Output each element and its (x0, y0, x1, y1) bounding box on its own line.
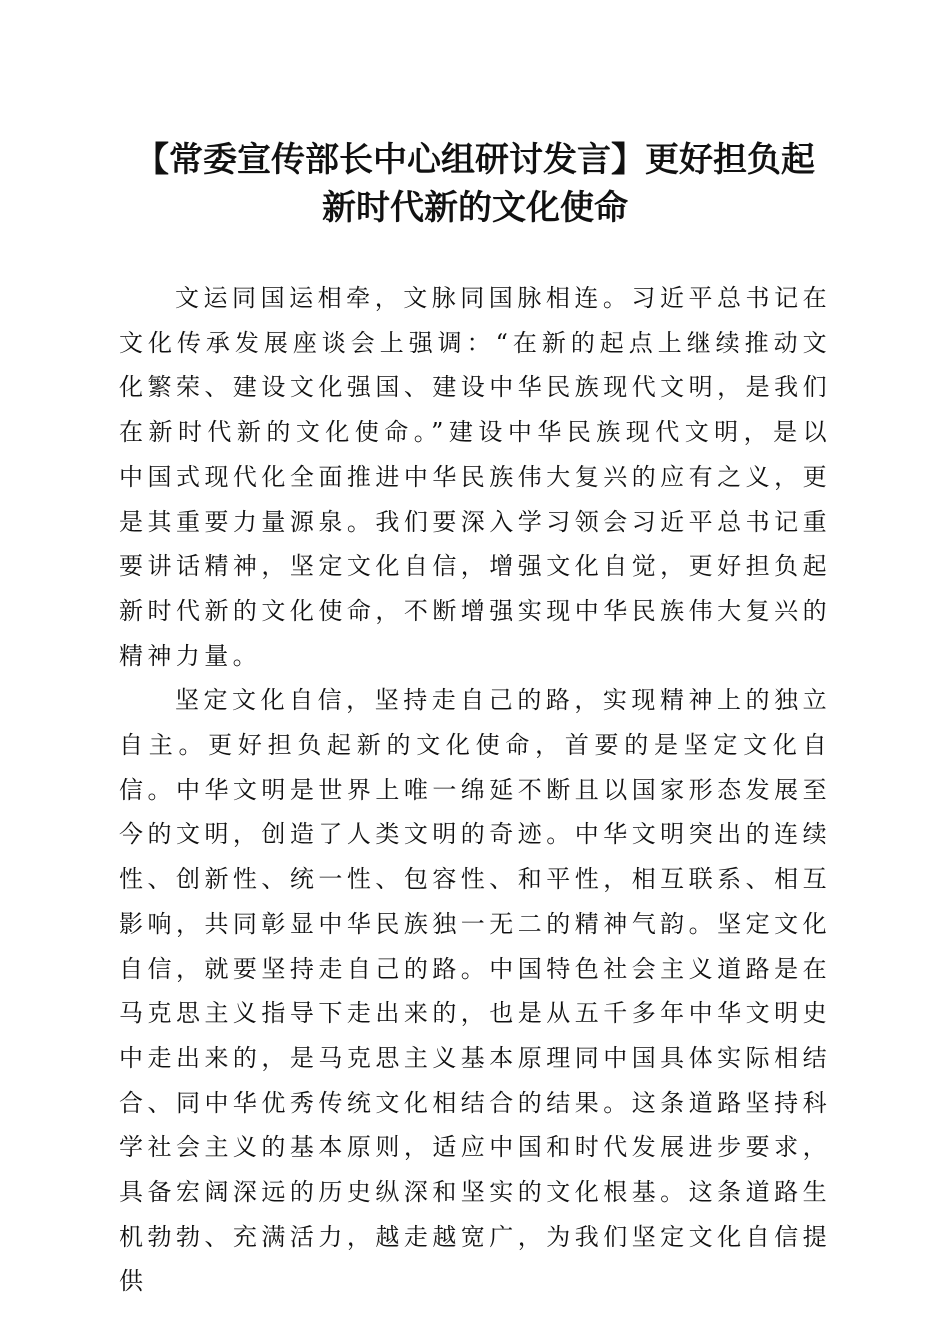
paragraph-2: 坚定文化自信，坚持走自己的路，实现精神上的独立自主。更好担负起新的文化使命，首要的是坚定文化自信。中华文明是世界上唯一绵延不断且以国家形态发展至今的文明，创造了人类文明的奇迹。中华文明突出的连续性、创新性、统一性、包容性、和平性，相互联系、相互影响，共同彰显中华民族独一无二的精神气韵。坚定文化自信，就要坚持走自己的路。中国特色社会主义道路是在马克思主义指导下走出来的，也是从五千多年中华文明史中走出来的，是马克思主义基本原理同中国具体实际相结合、同中华优秀传统文化相结合的结果。这条道路坚持科学社会主义的基本原则，适应中国和时代发展进步要求，具备宏阔深远的历史纵深和坚实的文化根基。这条道路生机勃勃、充满活力，越走越宽广，为我们坚定文化自信提供 (119, 686, 831, 1296)
paragraph-1: 文运同国运相牵，文脉同国脉相连。习近平总书记在文化传承发展座谈会上强调：“在新的起点上继续推动文化繁荣、建设文化强国、建设中华民族现代文明，是我们在新时代新的文化使命。”建设中华民族现代文明，是以中国式现代化全面推进中华民族伟大复兴的应有之义，更是其重要力量源泉。我们要深入学习领会习近平总书记重要讲话精神，坚定文化自信，增强文化自觉，更好担负起新时代新的文化使命，不断增强实现中华民族伟大复兴的精神力量。 (119, 284, 831, 670)
document-body (119, 276, 831, 1304)
title-line-2: 新时代新的文化使命 (322, 188, 628, 228)
page-title (100, 136, 850, 232)
title-line-1: 【常委宣传部长中心组研讨发言】更好担负起 (135, 140, 815, 180)
